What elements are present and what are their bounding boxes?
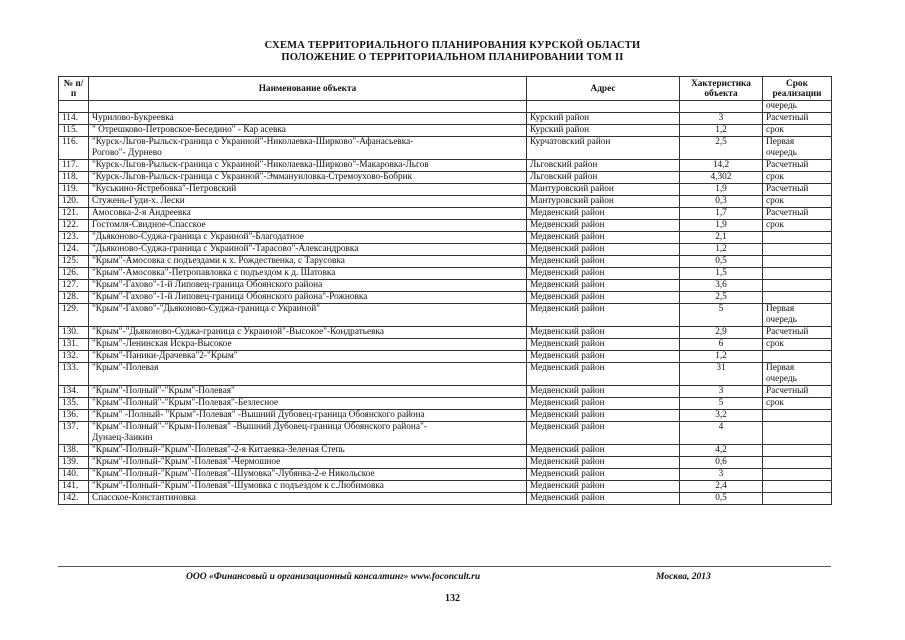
row-number: 138. xyxy=(59,445,89,457)
object-address: Медвенский район xyxy=(527,327,680,339)
table-row xyxy=(59,386,832,398)
row-number: 115. xyxy=(59,125,89,137)
term-line: срок xyxy=(766,398,784,408)
term-cell xyxy=(763,469,832,481)
table-row xyxy=(59,339,832,351)
term-line: Расчетный xyxy=(766,160,809,170)
term-line: Расчетный xyxy=(766,208,809,218)
object-name-line: "Крым"-Полный-"Крым"-Полевая"-Шумовка"-Лубянка-2-е Никольское xyxy=(92,469,375,479)
table-row xyxy=(59,208,832,220)
object-characteristic: 2,5 xyxy=(680,292,763,304)
object-name-line: "Крым"-"Дьяконово-Суджа-граница с Украиной"-Высокое"-Кондратьевка xyxy=(92,327,385,337)
object-address: Медвенский район xyxy=(527,493,680,505)
document-title: СХЕМА ТЕРРИТОРИАЛЬНОГО ПЛАНИРОВАНИЯ КУРСКОЙ ОБЛАСТИ xyxy=(264,40,641,51)
object-address: Мантуровский район xyxy=(527,184,680,196)
object-name xyxy=(89,196,527,208)
object-name-line: Спасское-Константиновка xyxy=(92,493,196,503)
row-number: 142. xyxy=(59,493,89,505)
object-name-line: Чурилово-Букреевка xyxy=(92,113,174,123)
object-address: Медвенский район xyxy=(527,280,680,292)
table-row xyxy=(59,232,832,244)
table-row xyxy=(59,113,832,125)
row-number: 121. xyxy=(59,208,89,220)
object-name xyxy=(89,113,527,125)
table-row xyxy=(59,137,832,160)
object-address: Медвенский район xyxy=(527,469,680,481)
document-subtitle: ПОЛОЖЕНИЕ О ТЕРРИТОРИАЛЬНОМ ПЛАНИРОВАНИИ ТОМ II xyxy=(281,52,624,63)
continuation-row xyxy=(59,101,832,113)
object-address: Медвенский район xyxy=(527,339,680,351)
object-name-line: "Куськино-Ястребовка"-Петровский xyxy=(92,184,237,194)
term-cell xyxy=(763,232,832,244)
row-number: 136. xyxy=(59,410,89,422)
object-address: Медвенский район xyxy=(527,398,680,410)
row-number: 130. xyxy=(59,327,89,339)
object-address: Медвенский район xyxy=(527,481,680,493)
object-name-line: "Крым"-Гахово"-"Дьяконово-Суджа-граница с Украиной" xyxy=(92,304,321,314)
table-row xyxy=(59,125,832,137)
table-row xyxy=(59,220,832,232)
object-name xyxy=(89,244,527,256)
term-cell xyxy=(763,481,832,493)
term-line: срок xyxy=(766,125,784,135)
object-address: Медвенский район xyxy=(527,363,680,386)
row-number: 122. xyxy=(59,220,89,232)
term-cell xyxy=(763,196,832,208)
object-characteristic: 2,4 xyxy=(680,481,763,493)
table-row xyxy=(59,493,832,505)
object-characteristic: 3 xyxy=(680,113,763,125)
table-row xyxy=(59,327,832,339)
objects-table xyxy=(58,76,832,505)
object-address: Мантуровский район xyxy=(527,196,680,208)
table-row xyxy=(59,457,832,469)
object-address: Медвенский район xyxy=(527,445,680,457)
table-row xyxy=(59,304,832,327)
object-characteristic: 1,5 xyxy=(680,268,763,280)
object-address: Медвенский район xyxy=(527,351,680,363)
term-cell xyxy=(763,493,832,505)
term-cell xyxy=(763,172,832,184)
object-address: Курский район xyxy=(527,113,680,125)
object-name-line: "Крым"-Полный-"Крым"-Полевая"-2-я Китаевка-Зеленая Степь xyxy=(92,445,345,455)
term-cell xyxy=(763,339,832,351)
object-address: Медвенский район xyxy=(527,410,680,422)
object-name xyxy=(89,292,527,304)
object-characteristic: 0,6 xyxy=(680,457,763,469)
term-cell xyxy=(763,410,832,422)
term-cell xyxy=(763,457,832,469)
object-address: Медвенский район xyxy=(527,232,680,244)
object-name xyxy=(89,410,527,422)
object-name-line: "Крым"-Амосовка с подъездами к х. Рождественка, с Тарусовка xyxy=(92,256,345,266)
table-row xyxy=(59,351,832,363)
object-name xyxy=(89,481,527,493)
object-address: Льговский район xyxy=(527,160,680,172)
table-row xyxy=(59,160,832,172)
object-name-line: "Курск-Льгов-Рыльск-граница с Украиной"-Николаевка-Ширково"-Афанасьевка- xyxy=(92,137,414,147)
term-cell xyxy=(763,304,832,327)
object-name xyxy=(89,280,527,292)
object-name-line: " Отрешково-Петровское-Беседино" - Кар асевка xyxy=(92,125,286,135)
object-characteristic: 2,5 xyxy=(680,137,763,160)
object-name-line: Рогово"- Дурнево xyxy=(92,148,162,158)
object-name-line: "Крым" -Полный- "Крым"-Полевая" -Вышний Дубовец-граница Обоянского района xyxy=(92,410,425,420)
object-name xyxy=(89,327,527,339)
object-name-line: Гостомля-Свидное-Спасское xyxy=(92,220,206,230)
object-characteristic: 0,5 xyxy=(680,493,763,505)
object-name xyxy=(89,125,527,137)
row-number: 141. xyxy=(59,481,89,493)
object-name xyxy=(89,339,527,351)
row-number: 134. xyxy=(59,386,89,398)
object-characteristic: 3,2 xyxy=(680,410,763,422)
row-number: 126. xyxy=(59,268,89,280)
object-name xyxy=(89,184,527,196)
object-address: Медвенский район xyxy=(527,422,680,445)
row-number: 131. xyxy=(59,339,89,351)
table-row xyxy=(59,256,832,268)
term-line: очередь xyxy=(766,374,797,384)
object-name-line: "Дьяконово-Суджа-граница с Украиной"-Благодатное xyxy=(92,232,304,242)
object-name-line: "Курск-Льгов-Рыльск-граница с Украиной"-Эммануиловка-Стремоухово-Бобрик xyxy=(92,172,413,182)
object-characteristic: 1,7 xyxy=(680,208,763,220)
object-name xyxy=(89,208,527,220)
object-address: Курский район xyxy=(527,125,680,137)
table-row xyxy=(59,244,832,256)
column-header-name: Наименование объекта xyxy=(89,77,527,101)
table-row xyxy=(59,363,832,386)
table-row xyxy=(59,268,832,280)
table-row xyxy=(59,398,832,410)
table-row xyxy=(59,172,832,184)
term-line: очередь xyxy=(766,315,797,325)
object-name xyxy=(89,172,527,184)
object-address: Курчатовский район xyxy=(527,137,680,160)
object-name xyxy=(89,445,527,457)
object-name xyxy=(89,220,527,232)
object-name-line: "Курск-Льгов-Рыльск-граница с Украиной"-Николаевка-Ширково"-Макаровка-Льгов xyxy=(92,160,429,170)
object-name-line xyxy=(92,315,523,326)
footer-city-year: Москва, 2013 xyxy=(656,572,711,582)
row-number: 140. xyxy=(59,469,89,481)
object-characteristic: 4 xyxy=(680,422,763,445)
row-number: 137. xyxy=(59,422,89,445)
object-name-line: "Крым"-Полный"-"Крым"-Полевая"-Безлесное xyxy=(92,398,279,408)
object-characteristic: 3 xyxy=(680,469,763,481)
row-number: 132. xyxy=(59,351,89,363)
row-number: 123. xyxy=(59,232,89,244)
object-characteristic: 1,2 xyxy=(680,351,763,363)
object-name xyxy=(89,304,527,327)
object-name-line: "Крым"-Полный-"Крым"-Полевая"-Чермошное xyxy=(92,457,281,467)
object-name xyxy=(89,268,527,280)
term-line: очередь xyxy=(766,148,797,158)
object-name-line: "Крым"-Ленинская Искра-Высокое xyxy=(92,339,232,349)
object-name xyxy=(89,398,527,410)
term-cell xyxy=(763,160,832,172)
term-line: срок xyxy=(766,196,784,206)
term-line: срок xyxy=(766,172,784,182)
object-name-line: "Крым"-Паники-Драчевка"2-"Крым" xyxy=(92,351,238,361)
term-cell xyxy=(763,256,832,268)
table-row xyxy=(59,469,832,481)
term-line: Первая xyxy=(766,304,795,314)
row-number: 139. xyxy=(59,457,89,469)
object-name-line: "Дьяконово-Суджа-граница с Украиной"-Тарасово"-Александровка xyxy=(92,244,359,254)
term-cell xyxy=(763,445,832,457)
object-characteristic: 1,2 xyxy=(680,125,763,137)
object-name xyxy=(89,160,527,172)
object-name-line: "Крым"-Полный-"Крым"-Полевая"-Шумовка с подъездом к с.Любимовка xyxy=(92,481,384,491)
term-line: Расчетный xyxy=(766,113,809,123)
row-number: 116. xyxy=(59,137,89,160)
object-name xyxy=(89,457,527,469)
row-number: 118. xyxy=(59,172,89,184)
object-address: Медвенский район xyxy=(527,220,680,232)
object-characteristic: 1,9 xyxy=(680,184,763,196)
row-number: 119. xyxy=(59,184,89,196)
term-line: срок xyxy=(766,220,784,230)
object-name-line: "Крым"-Гахово"-1-й Липовец-граница Обоянского района xyxy=(92,280,323,290)
table-row xyxy=(59,410,832,422)
row-number: 124. xyxy=(59,244,89,256)
object-address: Медвенский район xyxy=(527,256,680,268)
object-characteristic: 0,3 xyxy=(680,196,763,208)
object-name-line: "Крым"-Амосовка"-Петропавловка с подъездом к д. Шатовка xyxy=(92,268,336,278)
row-number: 135. xyxy=(59,398,89,410)
object-address: Медвенский район xyxy=(527,304,680,327)
term-cell xyxy=(763,327,832,339)
term-cell xyxy=(763,184,832,196)
table-row xyxy=(59,445,832,457)
term-cell xyxy=(763,422,832,445)
term-line: Расчетный xyxy=(766,184,809,194)
object-name-line: Дунаец-Заикин xyxy=(92,433,153,443)
term-cell xyxy=(763,125,832,137)
object-characteristic: 5 xyxy=(680,304,763,327)
term-cell xyxy=(763,398,832,410)
object-address: Медвенский район xyxy=(527,457,680,469)
term-cell xyxy=(763,113,832,125)
term-line: Расчетный xyxy=(766,327,809,337)
term-cell xyxy=(763,351,832,363)
term-cell xyxy=(763,363,832,386)
object-characteristic: 0,5 xyxy=(680,256,763,268)
object-address: Медвенский район xyxy=(527,292,680,304)
object-address: Медвенский район xyxy=(527,268,680,280)
table-row xyxy=(59,196,832,208)
term-cell xyxy=(763,244,832,256)
term-line: срок xyxy=(766,339,784,349)
object-name xyxy=(89,363,527,386)
table-row xyxy=(59,422,832,445)
object-name xyxy=(89,351,527,363)
object-name xyxy=(89,422,527,445)
table-row xyxy=(59,292,832,304)
column-header-address: Адрес xyxy=(527,77,680,101)
object-characteristic: 4,302 xyxy=(680,172,763,184)
object-characteristic: 1,9 xyxy=(680,220,763,232)
page-number: 132 xyxy=(445,593,460,604)
term-cell xyxy=(763,220,832,232)
object-characteristic: 14,2 xyxy=(680,160,763,172)
term-cell: очередь xyxy=(763,101,832,113)
object-name-line: "Крым"-Полный"-"Крым-Полевая" -Вышний Дубовец-граница Обоянского района"- xyxy=(92,422,427,432)
row-number: 128. xyxy=(59,292,89,304)
object-name xyxy=(89,493,527,505)
row-number: 129. xyxy=(59,304,89,327)
object-name xyxy=(89,386,527,398)
term-cell xyxy=(763,292,832,304)
table-row xyxy=(59,280,832,292)
footer-company: ООО «Финансовый и организационный консалтинг» www.foconcult.ru xyxy=(186,572,481,582)
object-characteristic: 5 xyxy=(680,398,763,410)
row-number: 117. xyxy=(59,160,89,172)
object-name xyxy=(89,256,527,268)
object-address: Медвенский район xyxy=(527,386,680,398)
table-row xyxy=(59,481,832,493)
object-characteristic: 4,2 xyxy=(680,445,763,457)
column-header-num: № п/п xyxy=(59,77,89,101)
row-number: 133. xyxy=(59,363,89,386)
object-characteristic: 3,6 xyxy=(680,280,763,292)
object-characteristic: 2,9 xyxy=(680,327,763,339)
term-line: Расчетный xyxy=(766,386,809,396)
object-characteristic: 2,1 xyxy=(680,232,763,244)
object-name xyxy=(89,469,527,481)
object-name xyxy=(89,137,527,160)
term-line: Первая xyxy=(766,363,795,373)
term-cell xyxy=(763,208,832,220)
column-header-term: Срок реализации xyxy=(763,77,832,101)
object-address: Медвенский район xyxy=(527,244,680,256)
object-characteristic: 31 xyxy=(680,363,763,386)
object-address: Льговский район xyxy=(527,172,680,184)
object-name-line xyxy=(92,374,523,385)
row-number: 114. xyxy=(59,113,89,125)
object-characteristic: 3 xyxy=(680,386,763,398)
object-name-line: Стужень-Гуди-х. Лески xyxy=(92,196,185,206)
object-address: Медвенский район xyxy=(527,208,680,220)
row-number: 120. xyxy=(59,196,89,208)
object-name-line: Амосовка-2-я Андреевка xyxy=(92,208,191,218)
term-cell xyxy=(763,280,832,292)
footer-divider xyxy=(58,566,831,567)
object-characteristic: 1,2 xyxy=(680,244,763,256)
object-name-line: "Крым"-Гахово"-1-й Липовец-граница Обоянского района"-Рожновка xyxy=(92,292,368,302)
table-row xyxy=(59,184,832,196)
term-cell xyxy=(763,268,832,280)
column-header-characteristic: Хактеристика объекта xyxy=(680,77,763,101)
object-characteristic: 6 xyxy=(680,339,763,351)
row-number: 125. xyxy=(59,256,89,268)
row-number: 127. xyxy=(59,280,89,292)
object-name-line: "Крым"-Полный"-"Крым"-Полевая" xyxy=(92,386,235,396)
term-cell xyxy=(763,386,832,398)
object-name-line: "Крым"-Полевая xyxy=(92,363,159,373)
term-cell xyxy=(763,137,832,160)
term-line: Первая xyxy=(766,137,795,147)
object-name xyxy=(89,232,527,244)
